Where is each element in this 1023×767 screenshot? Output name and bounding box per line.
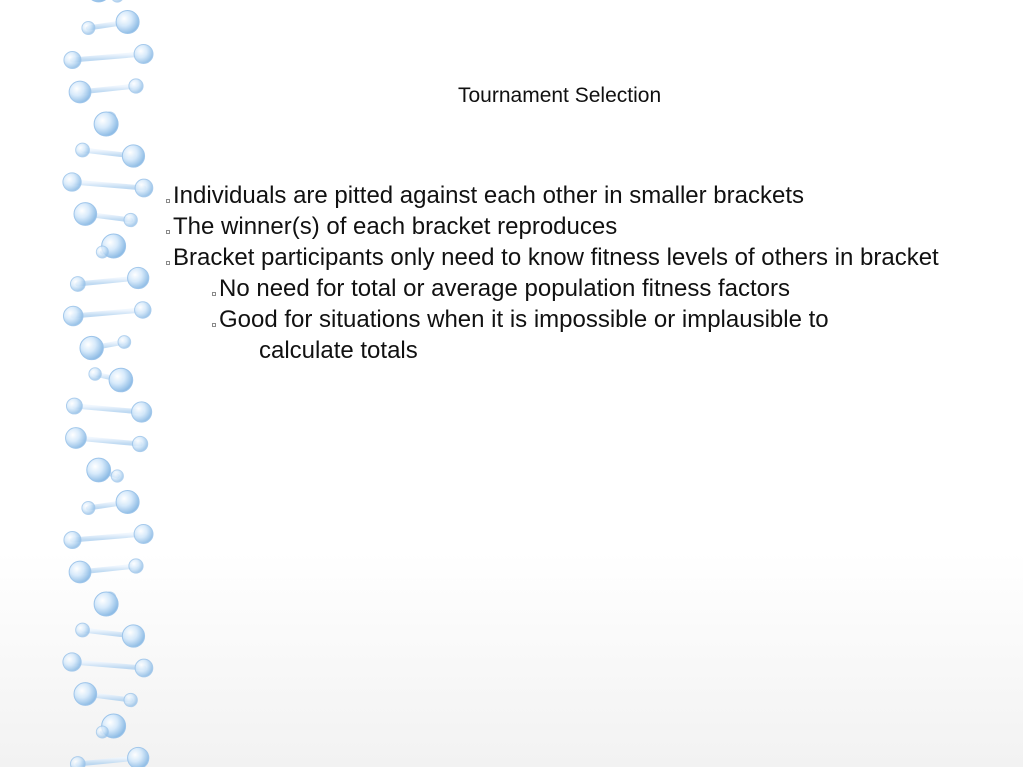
dna-ball [66, 428, 87, 449]
dna-rod [72, 662, 144, 668]
dna-ball [124, 213, 137, 226]
dna-ball [87, 458, 111, 482]
dna-ball [63, 306, 83, 326]
dna-ball [82, 22, 95, 35]
dna-ball [109, 368, 133, 392]
bullet-marker-icon [166, 230, 170, 234]
dna-ball [129, 79, 143, 93]
dna-ball [63, 173, 81, 191]
dna-ball [129, 559, 143, 573]
dna-ball [66, 398, 82, 414]
dna-ball [135, 179, 153, 197]
dna-ball [128, 267, 149, 288]
dna-ball [134, 45, 153, 64]
dna-ball [96, 726, 108, 738]
dna-ball [64, 531, 81, 548]
slide-title: Tournament Selection [458, 84, 662, 107]
dna-ball [74, 203, 97, 226]
dna-ball [94, 112, 118, 136]
dna-ball [132, 402, 152, 422]
bullet-item [173, 181, 804, 211]
bullet-text: Individuals are pitted against each other in smaller brackets [173, 182, 805, 209]
bullet-marker-icon [212, 323, 216, 327]
dna-ball [76, 623, 90, 637]
dna-ball [135, 302, 151, 318]
dna-ball [135, 659, 153, 677]
dna-ball [63, 653, 81, 671]
sub-bullet-continuation: calculate totals [259, 337, 418, 364]
bullet-item [173, 243, 939, 273]
dna-ball [69, 561, 91, 583]
bullet-text: Bracket participants only need to know fitness levels of others in bracket [173, 244, 939, 271]
dna-ball [76, 143, 90, 157]
dna-rod [72, 534, 143, 540]
sub-bullet-text: Good for situations when it is impossible or implausible to [219, 306, 829, 333]
dna-ball [96, 246, 108, 258]
dna-ball [69, 81, 91, 103]
dna-rod [72, 54, 143, 60]
dna-ball [80, 336, 103, 359]
dna-ball [118, 336, 131, 349]
dna-ball [132, 436, 147, 451]
dna-ball [134, 525, 153, 544]
dna-ball [124, 693, 137, 706]
dna-rod [73, 310, 143, 316]
dna-ball [70, 277, 85, 292]
dna-ball [116, 490, 139, 513]
sub-bullet-item [219, 274, 790, 304]
bullet-marker-icon [166, 199, 170, 203]
dna-ball [111, 470, 123, 482]
bullet-item [173, 212, 617, 242]
dna-ball [111, 0, 123, 2]
dna-ball [94, 592, 118, 616]
dna-ball [74, 683, 97, 706]
dna-ball [122, 625, 144, 647]
dna-ball [128, 747, 149, 767]
dna-ball [70, 757, 85, 767]
dna-rod [72, 182, 144, 188]
bullet-marker-icon [166, 261, 170, 265]
dna-ball [122, 145, 144, 167]
dna-ball [89, 368, 101, 380]
bullet-marker-icon [212, 292, 216, 296]
dna-ball [116, 10, 139, 33]
dna-ball [64, 51, 81, 68]
sub-bullet-item [219, 305, 829, 335]
sub-bullet-text: No need for total or average population fitness factors [219, 275, 791, 302]
dna-ball [82, 502, 95, 515]
dna-helix-decoration [0, 0, 200, 767]
bullet-text: The winner(s) of each bracket reproduces [173, 213, 618, 240]
dna-ball [87, 0, 111, 2]
